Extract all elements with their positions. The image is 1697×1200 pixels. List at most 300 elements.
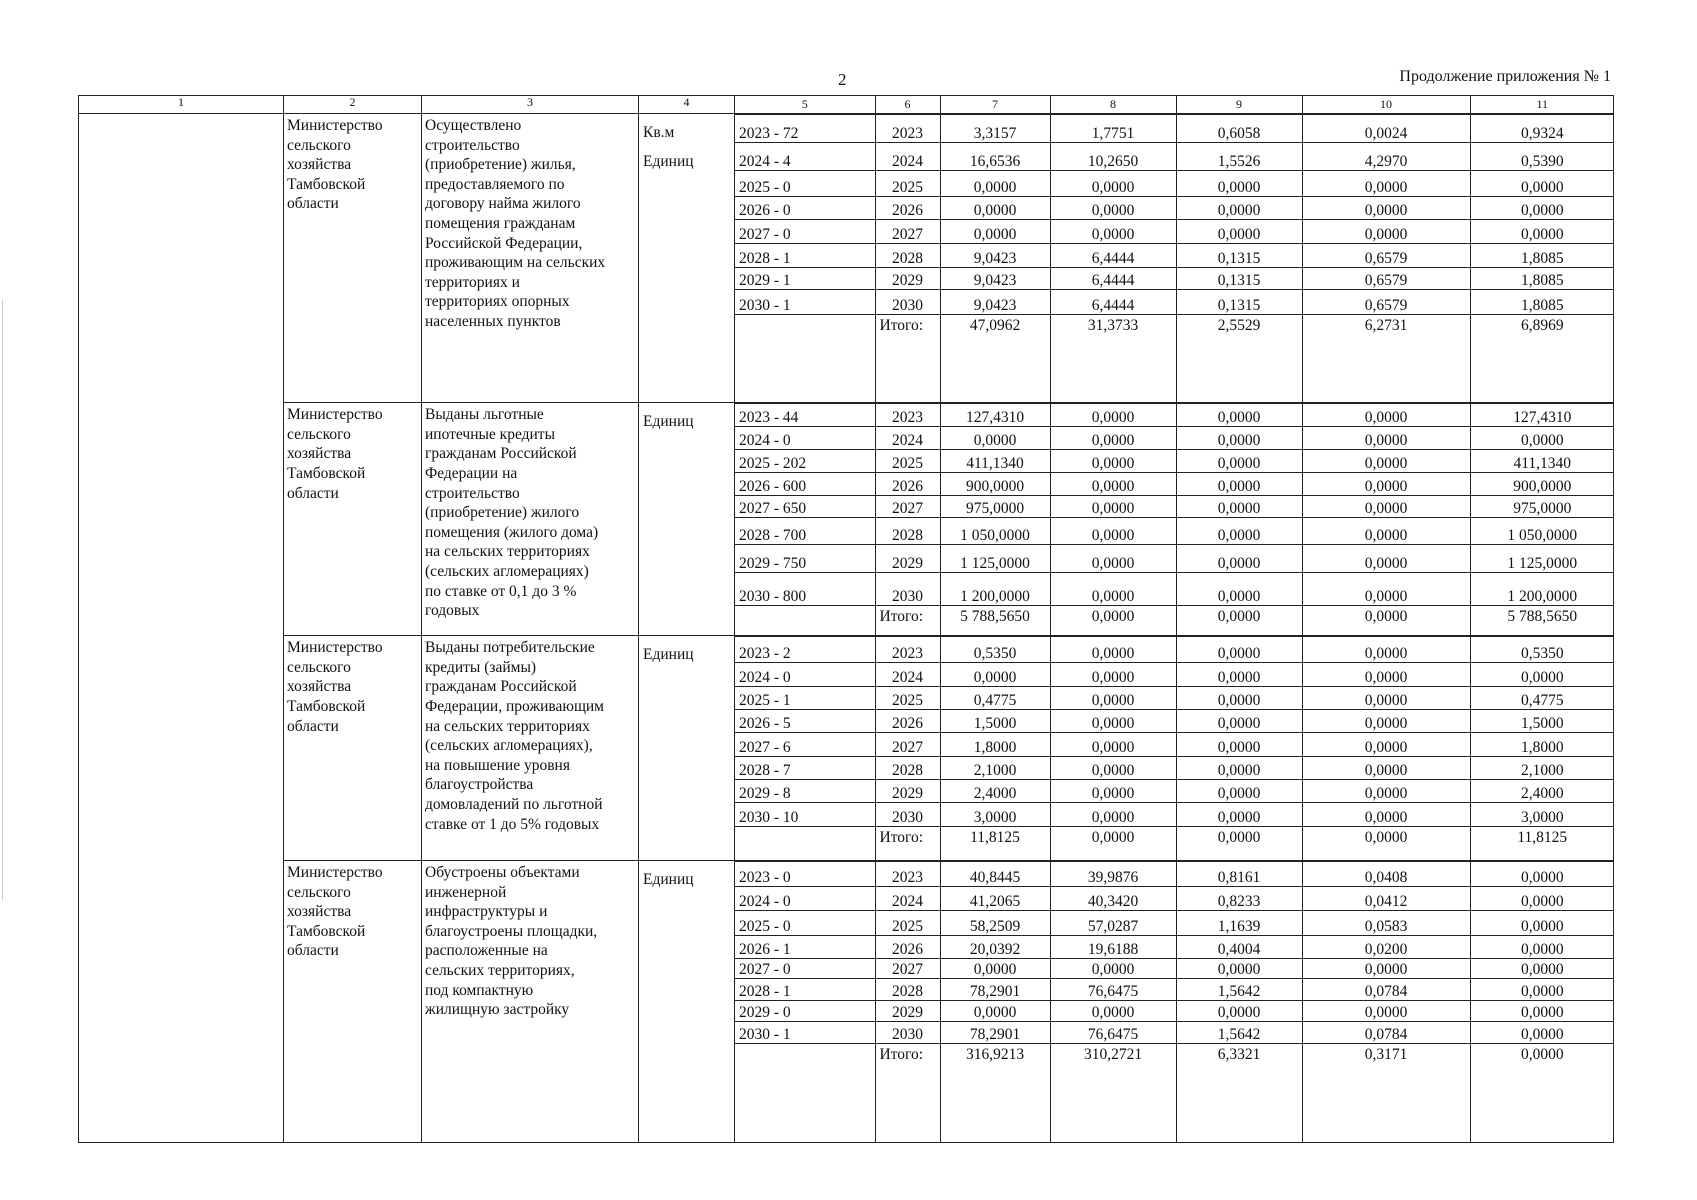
total-funding: 0,0000 (940, 958, 1050, 979)
indicator-value: 2030 - 1 (735, 290, 875, 315)
year-cell: 2024 (875, 427, 940, 450)
total-funding: 1,8000 (940, 732, 1050, 756)
federal-funding: 10,2650 (1050, 143, 1176, 171)
year-row (735, 663, 1614, 687)
federal-funding: 0,0000 (1050, 449, 1176, 472)
local-funding: 0,0000 (1302, 687, 1470, 710)
extrabudgetary-funding: 1 050,0000 (1470, 518, 1614, 545)
col-header-3: 3 (422, 96, 639, 114)
local-funding: 0,0000 (1302, 404, 1470, 427)
federal-funding: 40,3420 (1050, 886, 1176, 910)
federal-funding: 0,0000 (1050, 495, 1176, 518)
federal-funding: 0,0000 (1050, 404, 1176, 427)
total-funding: 900,0000 (940, 472, 1050, 495)
col-header-4: 4 (639, 96, 735, 114)
extrabudgetary-funding: 0,0000 (1470, 935, 1614, 958)
section-values (735, 636, 1614, 861)
indicator-value: 2026 - 5 (735, 709, 875, 732)
extrabudgetary-funding: 0,5350 (1470, 637, 1614, 663)
page-number: 2 (838, 70, 847, 89)
year-row (735, 756, 1614, 779)
total-funding: 1 050,0000 (940, 518, 1050, 545)
extrabudgetary-funding: 1,8085 (1470, 267, 1614, 290)
regional-funding: 0,0000 (1176, 472, 1302, 495)
extrabudgetary-funding: 0,0000 (1470, 979, 1614, 1001)
year-row (735, 115, 1614, 143)
extrabudgetary-funding: 0,0000 (1470, 1001, 1614, 1022)
indicator-value: 2029 - 0 (735, 1001, 875, 1022)
federal-funding: 0,0000 (1050, 709, 1176, 732)
local-funding: 6,2731 (1302, 315, 1470, 402)
section-values (735, 114, 1614, 403)
year-row (735, 803, 1614, 827)
regional-funding: 0,0000 (1176, 756, 1302, 779)
year-cell: 2030 (875, 573, 940, 605)
regional-funding: 0,0000 (1176, 197, 1302, 220)
regional-funding: 0,8233 (1176, 886, 1302, 910)
year-cell: 2028 (875, 243, 940, 267)
year-row (735, 709, 1614, 732)
local-funding: 0,0000 (1302, 605, 1470, 635)
total-funding: 411,1340 (940, 449, 1050, 472)
indicator-value: 2027 - 6 (735, 732, 875, 756)
local-funding: 0,0000 (1302, 197, 1470, 220)
federal-funding: 0,0000 (1050, 197, 1176, 220)
year-row (735, 143, 1614, 171)
regional-funding: 0,8161 (1176, 862, 1302, 887)
year-row (735, 1001, 1614, 1022)
measure-description: Осуществлено строительство (приобретение) жилья, предоставляемого по договору найма жилого помещения гражданам Российской Федерации, проживающим на сельских территориях и территориях опорных населенных пунктов (422, 114, 639, 403)
total-funding: 127,4310 (940, 404, 1050, 427)
total-funding: 0,5350 (940, 637, 1050, 663)
total-row (735, 315, 1614, 402)
year-row (735, 1021, 1614, 1043)
extrabudgetary-funding: 0,5390 (1470, 143, 1614, 171)
federal-funding: 6,4444 (1050, 290, 1176, 315)
federal-funding: 31,3733 (1050, 315, 1176, 402)
scan-edge-mark (2, 300, 3, 900)
org-name: Министерство сельского хозяйства Тамбовской области (284, 403, 422, 636)
col-header-9: 9 (1176, 96, 1302, 113)
org-name: Министерство сельского хозяйства Тамбовской области (284, 114, 422, 403)
year-row (735, 267, 1614, 290)
indicator-value: 2028 - 1 (735, 979, 875, 1001)
regional-funding: 0,0000 (1176, 518, 1302, 545)
empty-cell (735, 827, 875, 860)
empty-cell (735, 1043, 875, 1142)
local-funding: 0,0000 (1302, 709, 1470, 732)
total-funding: 0,0000 (940, 427, 1050, 450)
regional-funding: 0,4004 (1176, 935, 1302, 958)
year-cell: 2024 (875, 663, 940, 687)
extrabudgetary-funding: 0,0000 (1470, 427, 1614, 450)
total-funding: 0,4775 (940, 687, 1050, 710)
regional-funding: 0,0000 (1176, 495, 1302, 518)
extrabudgetary-funding: 6,8969 (1470, 315, 1614, 402)
local-funding: 0,6579 (1302, 243, 1470, 267)
extrabudgetary-funding: 411,1340 (1470, 449, 1614, 472)
total-funding: 78,2901 (940, 1021, 1050, 1043)
indicator-value: 2025 - 202 (735, 449, 875, 472)
local-funding: 0,3171 (1302, 1043, 1470, 1142)
local-funding: 0,0408 (1302, 862, 1470, 887)
indicator-value: 2027 - 0 (735, 219, 875, 243)
section-row (79, 403, 1614, 636)
indicator-value: 2025 - 0 (735, 171, 875, 197)
regional-funding: 1,5642 (1176, 979, 1302, 1001)
local-funding: 0,0000 (1302, 171, 1470, 197)
extrabudgetary-funding: 11,8125 (1470, 827, 1614, 860)
regional-funding: 0,0000 (1176, 1001, 1302, 1022)
local-funding: 4,2970 (1302, 143, 1470, 171)
year-cell: 2026 (875, 472, 940, 495)
indicator-value: 2025 - 1 (735, 687, 875, 710)
indicator-value: 2030 - 10 (735, 803, 875, 827)
federal-funding: 57,0287 (1050, 910, 1176, 935)
federal-funding: 76,6475 (1050, 1021, 1176, 1043)
year-cell: 2030 (875, 290, 940, 315)
local-funding: 0,0000 (1302, 518, 1470, 545)
section-row (79, 114, 1614, 403)
year-cell: 2028 (875, 756, 940, 779)
indicator-value: 2028 - 7 (735, 756, 875, 779)
federal-funding: 0,0000 (1050, 637, 1176, 663)
total-funding: 20,0392 (940, 935, 1050, 958)
total-funding: 2,1000 (940, 756, 1050, 779)
total-row (735, 605, 1614, 635)
year-cell: 2025 (875, 910, 940, 935)
year-row (735, 404, 1614, 427)
federal-funding: 6,4444 (1050, 267, 1176, 290)
local-funding: 0,0200 (1302, 935, 1470, 958)
col-header-2: 2 (284, 96, 422, 114)
total-funding: 5 788,5650 (940, 605, 1050, 635)
col-header-group (735, 96, 1614, 114)
indicator-value: 2023 - 0 (735, 862, 875, 887)
org-name: Министерство сельского хозяйства Тамбовской области (284, 636, 422, 861)
federal-funding: 0,0000 (1050, 171, 1176, 197)
continuation-label: Продолжение приложения № 1 (1399, 68, 1611, 85)
regional-funding: 0,0000 (1176, 827, 1302, 860)
indicator-value: 2029 - 1 (735, 267, 875, 290)
regional-funding: 0,0000 (1176, 732, 1302, 756)
year-cell: 2027 (875, 958, 940, 979)
total-funding: 40,8445 (940, 862, 1050, 887)
extrabudgetary-funding: 0,0000 (1470, 663, 1614, 687)
total-label: Итого: (875, 827, 940, 860)
year-row (735, 219, 1614, 243)
year-cell: 2030 (875, 803, 940, 827)
values-subtable (735, 403, 1614, 635)
year-row (735, 779, 1614, 803)
federal-funding: 0,0000 (1050, 732, 1176, 756)
measure-description: Выданы льготные ипотечные кредиты гражданам Российской Федерации на строительство (приобретение) жилого помещения (жилого дома) на сельских территориях (сельских агломерациях) по ставке от 0,1 до 3 % годовых (422, 403, 639, 636)
local-funding: 0,0000 (1302, 827, 1470, 860)
indicator-value: 2027 - 650 (735, 495, 875, 518)
federal-funding: 39,9876 (1050, 862, 1176, 887)
local-funding: 0,0000 (1302, 472, 1470, 495)
year-row (735, 545, 1614, 573)
section-values (735, 403, 1614, 636)
header-row (79, 96, 1614, 114)
year-cell: 2025 (875, 687, 940, 710)
total-row (735, 1043, 1614, 1142)
extrabudgetary-funding: 1,8000 (1470, 732, 1614, 756)
year-cell: 2023 (875, 637, 940, 663)
indicator-value: 2023 - 44 (735, 404, 875, 427)
year-cell: 2030 (875, 1021, 940, 1043)
extrabudgetary-funding: 0,0000 (1470, 910, 1614, 935)
indicator-value: 2023 - 2 (735, 637, 875, 663)
unit-of-measure: Единиц (639, 861, 735, 1143)
indicator-value: 2024 - 0 (735, 663, 875, 687)
extrabudgetary-funding: 2,4000 (1470, 779, 1614, 803)
indicator-value: 2026 - 0 (735, 197, 875, 220)
year-cell: 2029 (875, 545, 940, 573)
regional-funding: 0,0000 (1176, 637, 1302, 663)
year-cell: 2023 (875, 404, 940, 427)
year-cell: 2028 (875, 979, 940, 1001)
indicator-value: 2026 - 600 (735, 472, 875, 495)
regional-funding: 0,1315 (1176, 243, 1302, 267)
budget-table (78, 95, 1614, 1143)
extrabudgetary-funding: 0,0000 (1470, 219, 1614, 243)
regional-funding: 0,0000 (1176, 545, 1302, 573)
federal-funding: 0,0000 (1050, 605, 1176, 635)
year-row (735, 573, 1614, 605)
regional-funding: 0,0000 (1176, 803, 1302, 827)
total-funding: 58,2509 (940, 910, 1050, 935)
extrabudgetary-funding: 0,0000 (1470, 171, 1614, 197)
indicator-value: 2028 - 700 (735, 518, 875, 545)
year-row (735, 935, 1614, 958)
federal-funding: 1,7751 (1050, 115, 1176, 143)
extrabudgetary-funding: 1,8085 (1470, 290, 1614, 315)
local-funding: 0,0000 (1302, 637, 1470, 663)
local-funding: 0,6579 (1302, 290, 1470, 315)
federal-funding: 0,0000 (1050, 1001, 1176, 1022)
total-funding: 0,0000 (940, 219, 1050, 243)
column-1-cell (79, 114, 284, 1143)
federal-funding: 0,0000 (1050, 573, 1176, 605)
local-funding: 0,0784 (1302, 979, 1470, 1001)
federal-funding: 0,0000 (1050, 687, 1176, 710)
year-cell: 2025 (875, 449, 940, 472)
year-cell: 2027 (875, 219, 940, 243)
indicator-value: 2028 - 1 (735, 243, 875, 267)
total-label: Итого: (875, 315, 940, 402)
local-funding: 0,0000 (1302, 779, 1470, 803)
year-row (735, 449, 1614, 472)
col-header-1: 1 (79, 96, 284, 114)
local-funding: 0,0583 (1302, 910, 1470, 935)
section-row (79, 861, 1614, 1143)
local-funding: 0,6579 (1302, 267, 1470, 290)
extrabudgetary-funding: 0,0000 (1470, 886, 1614, 910)
federal-funding: 76,6475 (1050, 979, 1176, 1001)
indicator-value: 2023 - 72 (735, 115, 875, 143)
local-funding: 0,0000 (1302, 663, 1470, 687)
extrabudgetary-funding: 127,4310 (1470, 404, 1614, 427)
regional-funding: 6,3321 (1176, 1043, 1302, 1142)
extrabudgetary-funding: 900,0000 (1470, 472, 1614, 495)
year-cell: 2029 (875, 267, 940, 290)
org-name: Министерство сельского хозяйства Тамбовской области (284, 861, 422, 1143)
extrabudgetary-funding: 0,9324 (1470, 115, 1614, 143)
unit-of-measure: Единиц (639, 403, 735, 636)
local-funding: 0,0000 (1302, 427, 1470, 450)
regional-funding: 1,5526 (1176, 143, 1302, 171)
section-values (735, 861, 1614, 1143)
col-header-7: 7 (940, 96, 1050, 113)
year-row (735, 171, 1614, 197)
year-row (735, 979, 1614, 1001)
total-funding: 11,8125 (940, 827, 1050, 860)
year-cell: 2025 (875, 171, 940, 197)
total-label: Итого: (875, 1043, 940, 1142)
regional-funding: 0,0000 (1176, 709, 1302, 732)
local-funding: 0,0000 (1302, 732, 1470, 756)
year-row (735, 290, 1614, 315)
local-funding: 0,0000 (1302, 573, 1470, 605)
regional-funding: 0,0000 (1176, 663, 1302, 687)
extrabudgetary-funding: 1 125,0000 (1470, 545, 1614, 573)
local-funding: 0,0000 (1302, 495, 1470, 518)
year-row (735, 886, 1614, 910)
regional-funding: 0,6058 (1176, 115, 1302, 143)
empty-cell (735, 605, 875, 635)
year-row (735, 472, 1614, 495)
year-cell: 2029 (875, 1001, 940, 1022)
federal-funding: 0,0000 (1050, 803, 1176, 827)
extrabudgetary-funding: 0,0000 (1470, 958, 1614, 979)
indicator-value: 2030 - 800 (735, 573, 875, 605)
year-cell: 2026 (875, 709, 940, 732)
federal-funding: 0,0000 (1050, 219, 1176, 243)
year-cell: 2024 (875, 886, 940, 910)
year-row (735, 243, 1614, 267)
federal-funding: 0,0000 (1050, 518, 1176, 545)
federal-funding: 0,0000 (1050, 756, 1176, 779)
extrabudgetary-funding: 0,0000 (1470, 1021, 1614, 1043)
federal-funding: 0,0000 (1050, 779, 1176, 803)
indicator-value: 2025 - 0 (735, 910, 875, 935)
year-cell: 2027 (875, 732, 940, 756)
regional-funding: 1,5642 (1176, 1021, 1302, 1043)
col-header-5: 5 (735, 96, 875, 113)
col-header-6: 6 (875, 96, 940, 113)
year-cell: 2027 (875, 495, 940, 518)
extrabudgetary-funding: 0,0000 (1470, 197, 1614, 220)
local-funding: 0,0784 (1302, 1021, 1470, 1043)
total-funding: 3,0000 (940, 803, 1050, 827)
year-cell: 2026 (875, 197, 940, 220)
total-funding: 3,3157 (940, 115, 1050, 143)
regional-funding: 0,0000 (1176, 605, 1302, 635)
year-row (735, 687, 1614, 710)
regional-funding: 0,0000 (1176, 219, 1302, 243)
year-row (735, 637, 1614, 663)
federal-funding: 0,0000 (1050, 427, 1176, 450)
indicator-value: 2024 - 0 (735, 886, 875, 910)
total-funding: 0,0000 (940, 1001, 1050, 1022)
indicator-value: 2024 - 0 (735, 427, 875, 450)
regional-funding: 0,1315 (1176, 267, 1302, 290)
local-funding: 0,0412 (1302, 886, 1470, 910)
federal-funding: 0,0000 (1050, 545, 1176, 573)
indicator-value: 2027 - 0 (735, 958, 875, 979)
year-cell: 2029 (875, 779, 940, 803)
federal-funding: 0,0000 (1050, 472, 1176, 495)
local-funding: 0,0000 (1302, 1001, 1470, 1022)
extrabudgetary-funding: 1,8085 (1470, 243, 1614, 267)
year-cell: 2023 (875, 115, 940, 143)
year-cell: 2026 (875, 935, 940, 958)
local-funding: 0,0000 (1302, 958, 1470, 979)
total-funding: 975,0000 (940, 495, 1050, 518)
regional-funding: 0,0000 (1176, 427, 1302, 450)
unit-of-measure: Кв.м Единиц (639, 114, 735, 403)
total-funding: 9,0423 (940, 267, 1050, 290)
regional-funding: 2,5529 (1176, 315, 1302, 402)
total-funding: 9,0423 (940, 290, 1050, 315)
regional-funding: 0,0000 (1176, 404, 1302, 427)
extrabudgetary-funding: 0,4775 (1470, 687, 1614, 710)
year-row (735, 862, 1614, 887)
extrabudgetary-funding: 2,1000 (1470, 756, 1614, 779)
col-header-10: 10 (1302, 96, 1470, 113)
unit-of-measure: Единиц (639, 636, 735, 861)
extrabudgetary-funding: 975,0000 (1470, 495, 1614, 518)
year-row (735, 197, 1614, 220)
year-row (735, 958, 1614, 979)
total-funding: 9,0423 (940, 243, 1050, 267)
col-header-8: 8 (1050, 96, 1176, 113)
total-funding: 78,2901 (940, 979, 1050, 1001)
indicator-value: 2029 - 750 (735, 545, 875, 573)
total-funding: 47,0962 (940, 315, 1050, 402)
total-funding: 0,0000 (940, 197, 1050, 220)
extrabudgetary-funding: 5 788,5650 (1470, 605, 1614, 635)
year-row (735, 910, 1614, 935)
total-funding: 41,2065 (940, 886, 1050, 910)
federal-funding: 19,6188 (1050, 935, 1176, 958)
indicator-value: 2030 - 1 (735, 1021, 875, 1043)
regional-funding: 0,0000 (1176, 573, 1302, 605)
local-funding: 0,0000 (1302, 756, 1470, 779)
extrabudgetary-funding: 1 200,0000 (1470, 573, 1614, 605)
values-subtable (735, 114, 1614, 402)
total-funding: 2,4000 (940, 779, 1050, 803)
measure-description: Обустроены объектами инженерной инфраструктуры и благоустроены площадки, расположенные на сельских территориях, под компактную жилищную застройку (422, 861, 639, 1143)
federal-funding: 310,2721 (1050, 1043, 1176, 1142)
empty-cell (735, 315, 875, 402)
regional-funding: 0,1315 (1176, 290, 1302, 315)
section-row (79, 636, 1614, 861)
federal-funding: 6,4444 (1050, 243, 1176, 267)
total-funding: 16,6536 (940, 143, 1050, 171)
total-funding: 0,0000 (940, 171, 1050, 197)
federal-funding: 0,0000 (1050, 663, 1176, 687)
year-row (735, 732, 1614, 756)
total-funding: 1 200,0000 (940, 573, 1050, 605)
regional-funding: 0,0000 (1176, 171, 1302, 197)
year-cell: 2028 (875, 518, 940, 545)
total-row (735, 827, 1614, 860)
regional-funding: 0,0000 (1176, 958, 1302, 979)
extrabudgetary-funding: 1,5000 (1470, 709, 1614, 732)
local-funding: 0,0024 (1302, 115, 1470, 143)
